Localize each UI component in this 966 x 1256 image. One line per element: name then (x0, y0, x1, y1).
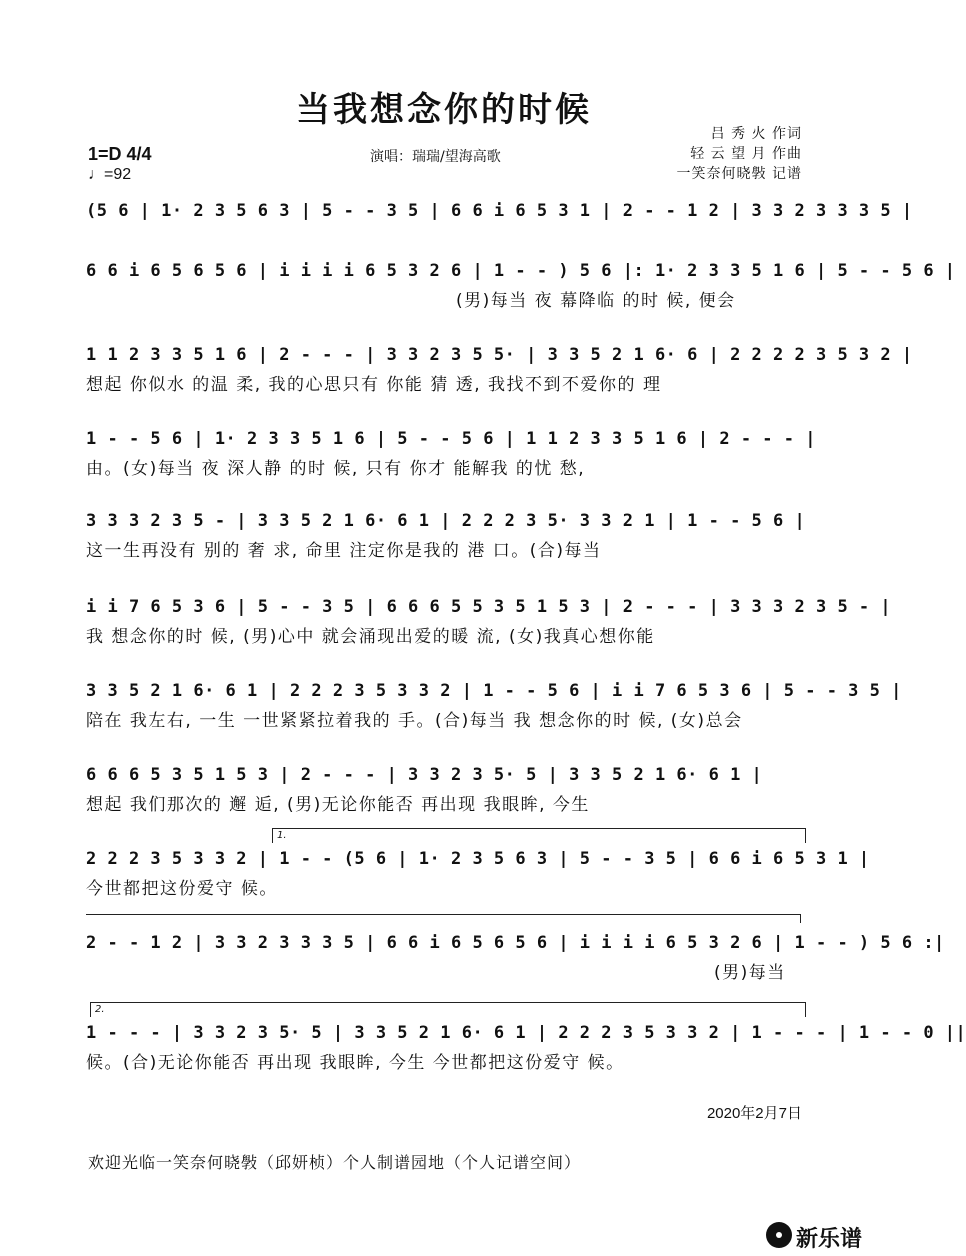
lyrics-line: 我 想念你的时 候, (男)心中 就会涌现出爱的暖 流, (女)我真心想你能 (86, 627, 655, 647)
footer-note: 欢迎光临一笑奈何晓斅（邱妍桢）个人制谱园地（个人记谱空间） (88, 1153, 582, 1172)
lyrics-line: 今世都把这份爱守 候。 (86, 879, 278, 899)
notation-line: 2 - - 1 2 | 3 3 2 3 3 3 5 | 6 6 i 6 5 6 5 6 | i i i i 6 5 3 2 6 | 1 - - ) 5 6 :| (86, 933, 945, 953)
notation-line: 3 3 3 2 3 5 - | 3 3 5 2 1 6· 6 1 | 2 2 2 3 5· 3 3 2 1 | 1 - - 5 6 | (86, 511, 806, 531)
notation-line: i i 7 6 5 3 6 | 5 - - 3 5 | 6 6 6 5 5 3 5 1 5 3 | 2 - - - | 3 3 3 2 3 5 - | (86, 597, 892, 617)
score-system-5 (86, 506, 806, 566)
record-disc-icon (766, 1222, 792, 1248)
lyrics-line: 这一生再没有 别的 奢 求, 命里 注定你是我的 港 口。(合)每当 (86, 541, 602, 561)
lyrics-line: 想起 我们那次的 邂 逅, (男)无论你能否 再出现 我眼眸, 今生 (86, 795, 590, 815)
score-system-3 (86, 340, 913, 400)
notation-line: 2 2 2 3 5 3 3 2 | 1 - - (5 6 | 1· 2 3 5 6 3 | 5 - - 3 5 | 6 6 i 6 5 3 1 | (86, 849, 870, 869)
lyrics-line: 陪在 我左右, 一生 一世紧紧拉着我的 手。(合)每当 我 想念你的时 候, (女)总会 (86, 711, 743, 731)
score-system-1 (86, 196, 913, 256)
lyricist-credit: 吕 秀 火 作词 (710, 126, 802, 142)
score-system-6 (86, 592, 892, 652)
score-system-11 (86, 1018, 966, 1078)
score-system-10 (86, 928, 945, 988)
lyrics-line: 由。(女)每当 夜 深人静 的时 候, 只有 你才 能解我 的忧 愁, (86, 459, 586, 479)
song-title: 当我想念你的时候 (296, 90, 592, 130)
key-signature: 1=D 4/4 (88, 144, 152, 164)
singer-credit: 演唱：瑞瑞/望海高歌 (370, 149, 501, 165)
volta-second-ending: 2. (90, 1002, 806, 1017)
lyrics-line: 候。(合)无论你能否 再出现 我眼眸, 今生 今世都把这份爱守 候。 (86, 1053, 625, 1073)
notation-line: 3 3 5 2 1 6· 6 1 | 2 2 2 3 5 3 3 2 | 1 - - 5 6 | i i 7 6 5 3 6 | 5 - - 3 5 | (86, 681, 902, 701)
score-system-2 (86, 256, 956, 316)
notation-line: 6 6 i 6 5 6 5 6 | i i i i 6 5 3 2 6 | 1 - - ) 5 6 |: 1· 2 3 3 5 1 6 | 5 - - 5 6 | (86, 261, 956, 281)
score-system-8 (86, 760, 806, 820)
notation-line: 1 - - - | 3 3 2 3 5· 5 | 3 3 5 2 1 6· 6 1 | 2 2 2 3 5 3 3 2 | 1 - - - | 1 - - 0 || (86, 1023, 966, 1043)
lyrics-line: (男)每当 (714, 963, 786, 983)
lyrics-line: (男)每当 夜 幕降临 的时 候, 便会 (456, 291, 736, 311)
lyrics-line: 想起 你似水 的温 柔, 我的心思只有 你能 猜 透, 我找不到不爱你的 理 (86, 375, 662, 395)
score-system-7 (86, 676, 902, 736)
brand-name: 新乐谱 (796, 1227, 863, 1252)
score-system-4 (86, 424, 816, 484)
notation-line: 1 - - 5 6 | 1· 2 3 3 5 1 6 | 5 - - 5 6 | 1 1 2 3 3 5 1 6 | 2 - - - | (86, 429, 816, 449)
composer-credit: 轻 云 望 月 作曲 (690, 146, 802, 162)
volta-first-ending: 1. (272, 828, 806, 843)
volta-first-ending-continuation (86, 914, 801, 923)
score-system-9 (86, 844, 870, 904)
notation-line: 6 6 6 5 3 5 1 5 3 | 2 - - - | 3 3 2 3 5· 5 | 3 3 5 2 1 6· 6 1 | (86, 765, 763, 785)
credits-block (677, 124, 802, 184)
lyrics-line (86, 226, 806, 256)
transcriber-credit: 一笑奈何晓斅 记谱 (676, 166, 802, 182)
tempo-marking: ♩=92 (88, 166, 132, 183)
notation-line: (5 6 | 1· 2 3 5 6 3 | 5 - - 3 5 | 6 6 i 6 5 3 1 | 2 - - 1 2 | 3 3 2 3 3 3 5 | (86, 201, 913, 221)
transcription-date: 2020年2月7日 (706, 1105, 802, 1122)
notation-line: 1 1 2 3 3 5 1 6 | 2 - - - | 3 3 2 3 5 5· | 3 3 5 2 1 6· 6 | 2 2 2 2 3 5 3 2 | (86, 345, 913, 365)
brand-logo (766, 1220, 884, 1252)
